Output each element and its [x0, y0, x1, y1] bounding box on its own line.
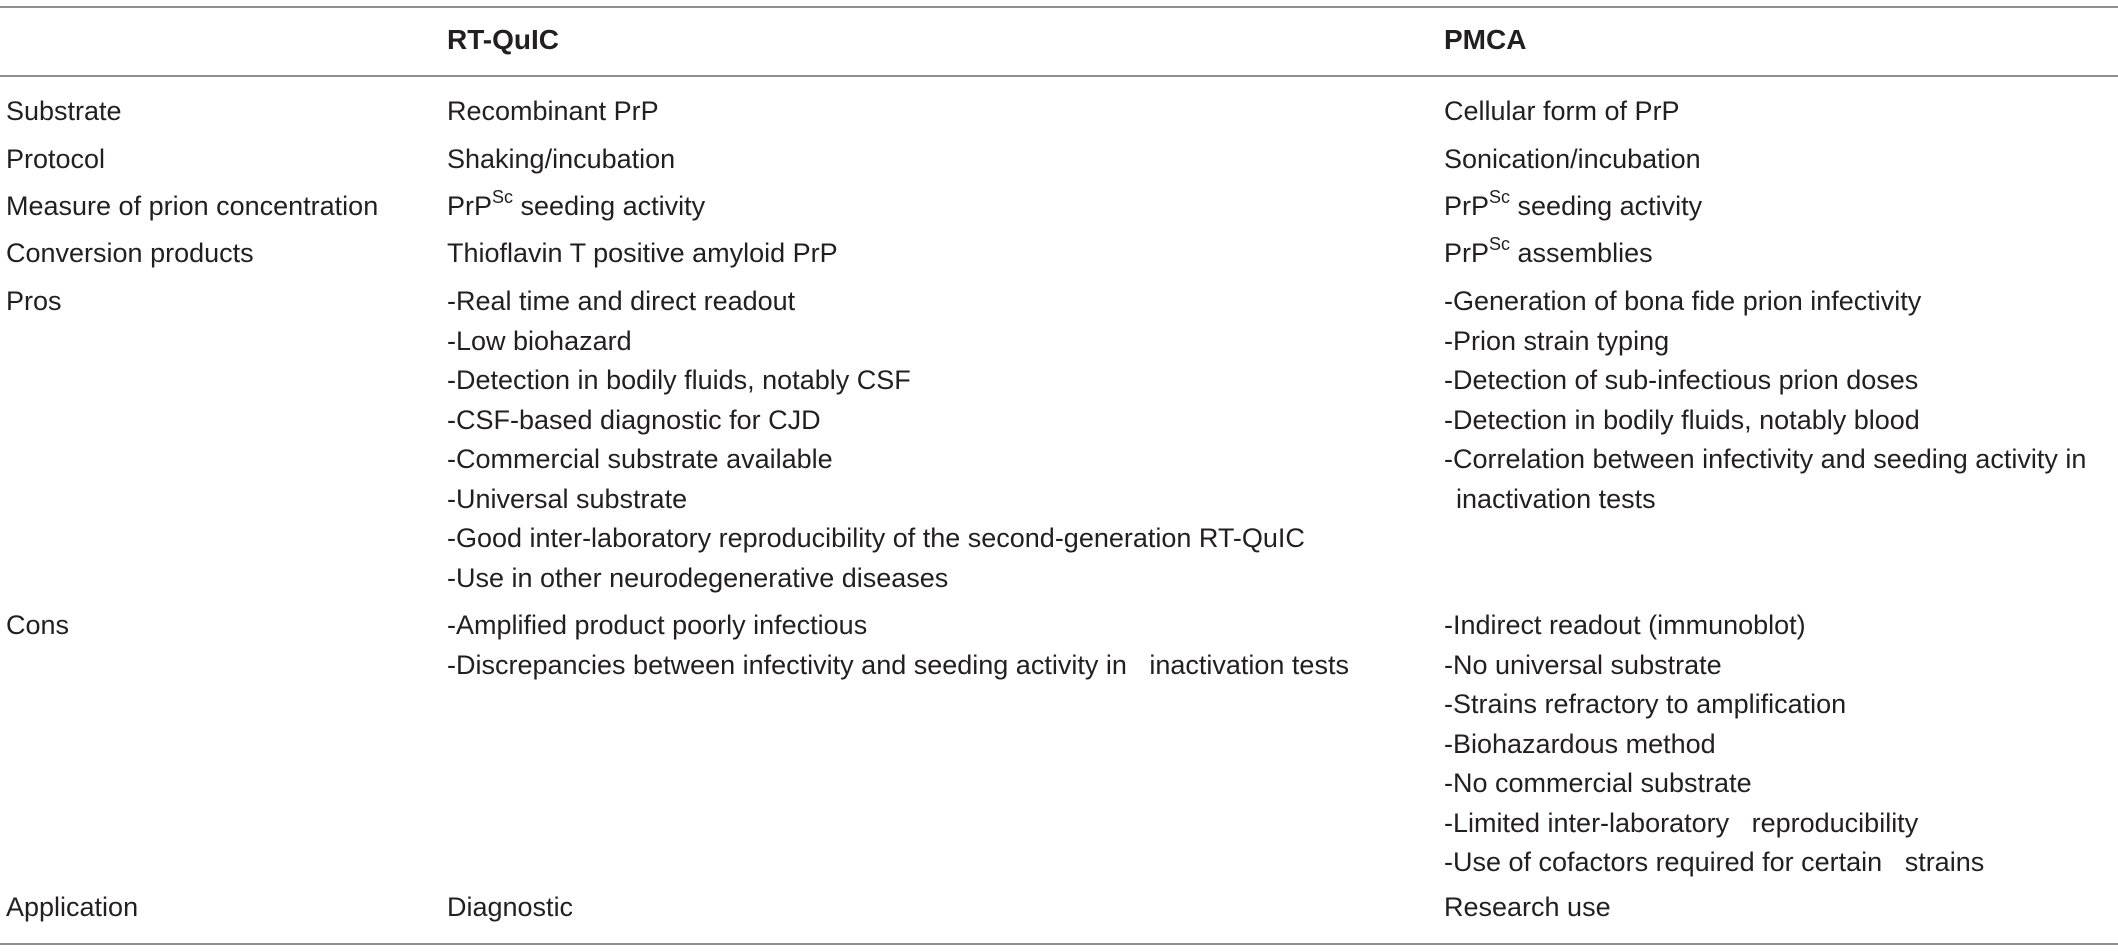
pmca-cell [1444, 888, 1611, 928]
row-label: Measure of prion concentration [6, 191, 379, 221]
table-bottom-rule [0, 943, 2118, 945]
cell-line: -Correlation between infectivity and seeding activity in [1444, 444, 2087, 474]
sc-superscript: Sc [1489, 187, 1511, 207]
cell-line: -Limited inter-laboratory reproducibility [1444, 807, 1919, 838]
cell-line: -Detection in bodily fluids, notably CSF [447, 365, 911, 395]
cell-line: -CSF-based diagnostic for CJD [447, 404, 821, 435]
rtquic-cell [447, 234, 838, 274]
cell-line: -Use in other neurodegenerative diseases [447, 562, 949, 593]
prp-text: PrP [447, 191, 493, 221]
cell-line: -Discrepancies between infectivity and seeding activity in inactivation tests [447, 649, 1349, 680]
cell-line: -Real time and direct readout [447, 286, 796, 316]
cell-line: Research use [1444, 892, 1611, 922]
pmca-cell [1444, 282, 2086, 519]
sc-superscript: Sc [492, 187, 514, 207]
cell-line [1444, 187, 1702, 227]
prp-text: PrP [1444, 238, 1490, 268]
cell-line: -Detection of sub-infectious prion doses [1444, 365, 1919, 395]
rtquic-cell [447, 606, 1349, 685]
cell-line: -Amplified product poorly infectious [447, 610, 868, 640]
cell-line: -Prion strain typing [1444, 325, 1670, 356]
cell-line [447, 187, 705, 227]
pmca-cell [1444, 187, 1702, 227]
cell-line: Cellular form of PrP [1444, 96, 1680, 126]
cell-line [1444, 234, 1653, 274]
cell-line: Diagnostic [447, 892, 574, 922]
cell-line: -Low biohazard [447, 325, 632, 356]
header-rtquic: RT-QuIC [447, 24, 559, 55]
cell-text: assemblies [1510, 238, 1653, 268]
cell-line: inactivation tests [1456, 483, 1656, 514]
cell-line: Shaking/incubation [447, 144, 676, 174]
pmca-cell [1444, 606, 1984, 883]
cell-line: -Commercial substrate available [447, 444, 833, 474]
cell-line: Sonication/incubation [1444, 144, 1701, 174]
pmca-cell [1444, 234, 1653, 274]
row-label: Protocol [6, 144, 106, 174]
cell-line: -Detection in bodily fluids, notably blood [1444, 404, 1920, 435]
rtquic-cell [447, 282, 1305, 598]
pmca-cell [1444, 92, 1680, 132]
row-label: Application [6, 892, 139, 922]
cell-line: -Universal substrate [447, 483, 688, 514]
row-label: Cons [6, 610, 70, 640]
rtquic-cell [447, 140, 675, 180]
cell-line: Thioflavin T positive amyloid PrP [447, 238, 838, 268]
cell-text: seeding activity [513, 191, 706, 221]
header-pmca: PMCA [1444, 24, 1527, 55]
row-label: Conversion products [6, 238, 254, 268]
header-rule [0, 75, 2118, 77]
cell-line: Recombinant PrP [447, 96, 659, 126]
cell-line: -Biohazardous method [1444, 728, 1716, 759]
row-label: Pros [6, 286, 62, 316]
cell-line: -Generation of bona fide prion infectivity [1444, 286, 1922, 316]
sc-superscript: Sc [1489, 234, 1511, 254]
cell-line: -Use of cofactors required for certain strains [1444, 847, 1985, 877]
cell-line: -Strains refractory to amplification [1444, 689, 1847, 719]
rtquic-cell [447, 888, 573, 928]
rtquic-cell [447, 92, 659, 132]
cell-line: -Good inter-laboratory reproducibility of the second-generation RT-QuIC [447, 523, 1305, 553]
cell-line: -No universal substrate [1444, 649, 1722, 680]
prp-text: PrP [1444, 191, 1490, 221]
row-label: Substrate [6, 96, 122, 126]
table-top-rule [0, 6, 2118, 8]
rtquic-cell [447, 187, 705, 227]
cell-line: -Indirect readout (immunoblot) [1444, 610, 1806, 640]
pmca-cell [1444, 140, 1701, 180]
cell-text: seeding activity [1510, 191, 1703, 221]
cell-line: -No commercial substrate [1444, 768, 1752, 798]
